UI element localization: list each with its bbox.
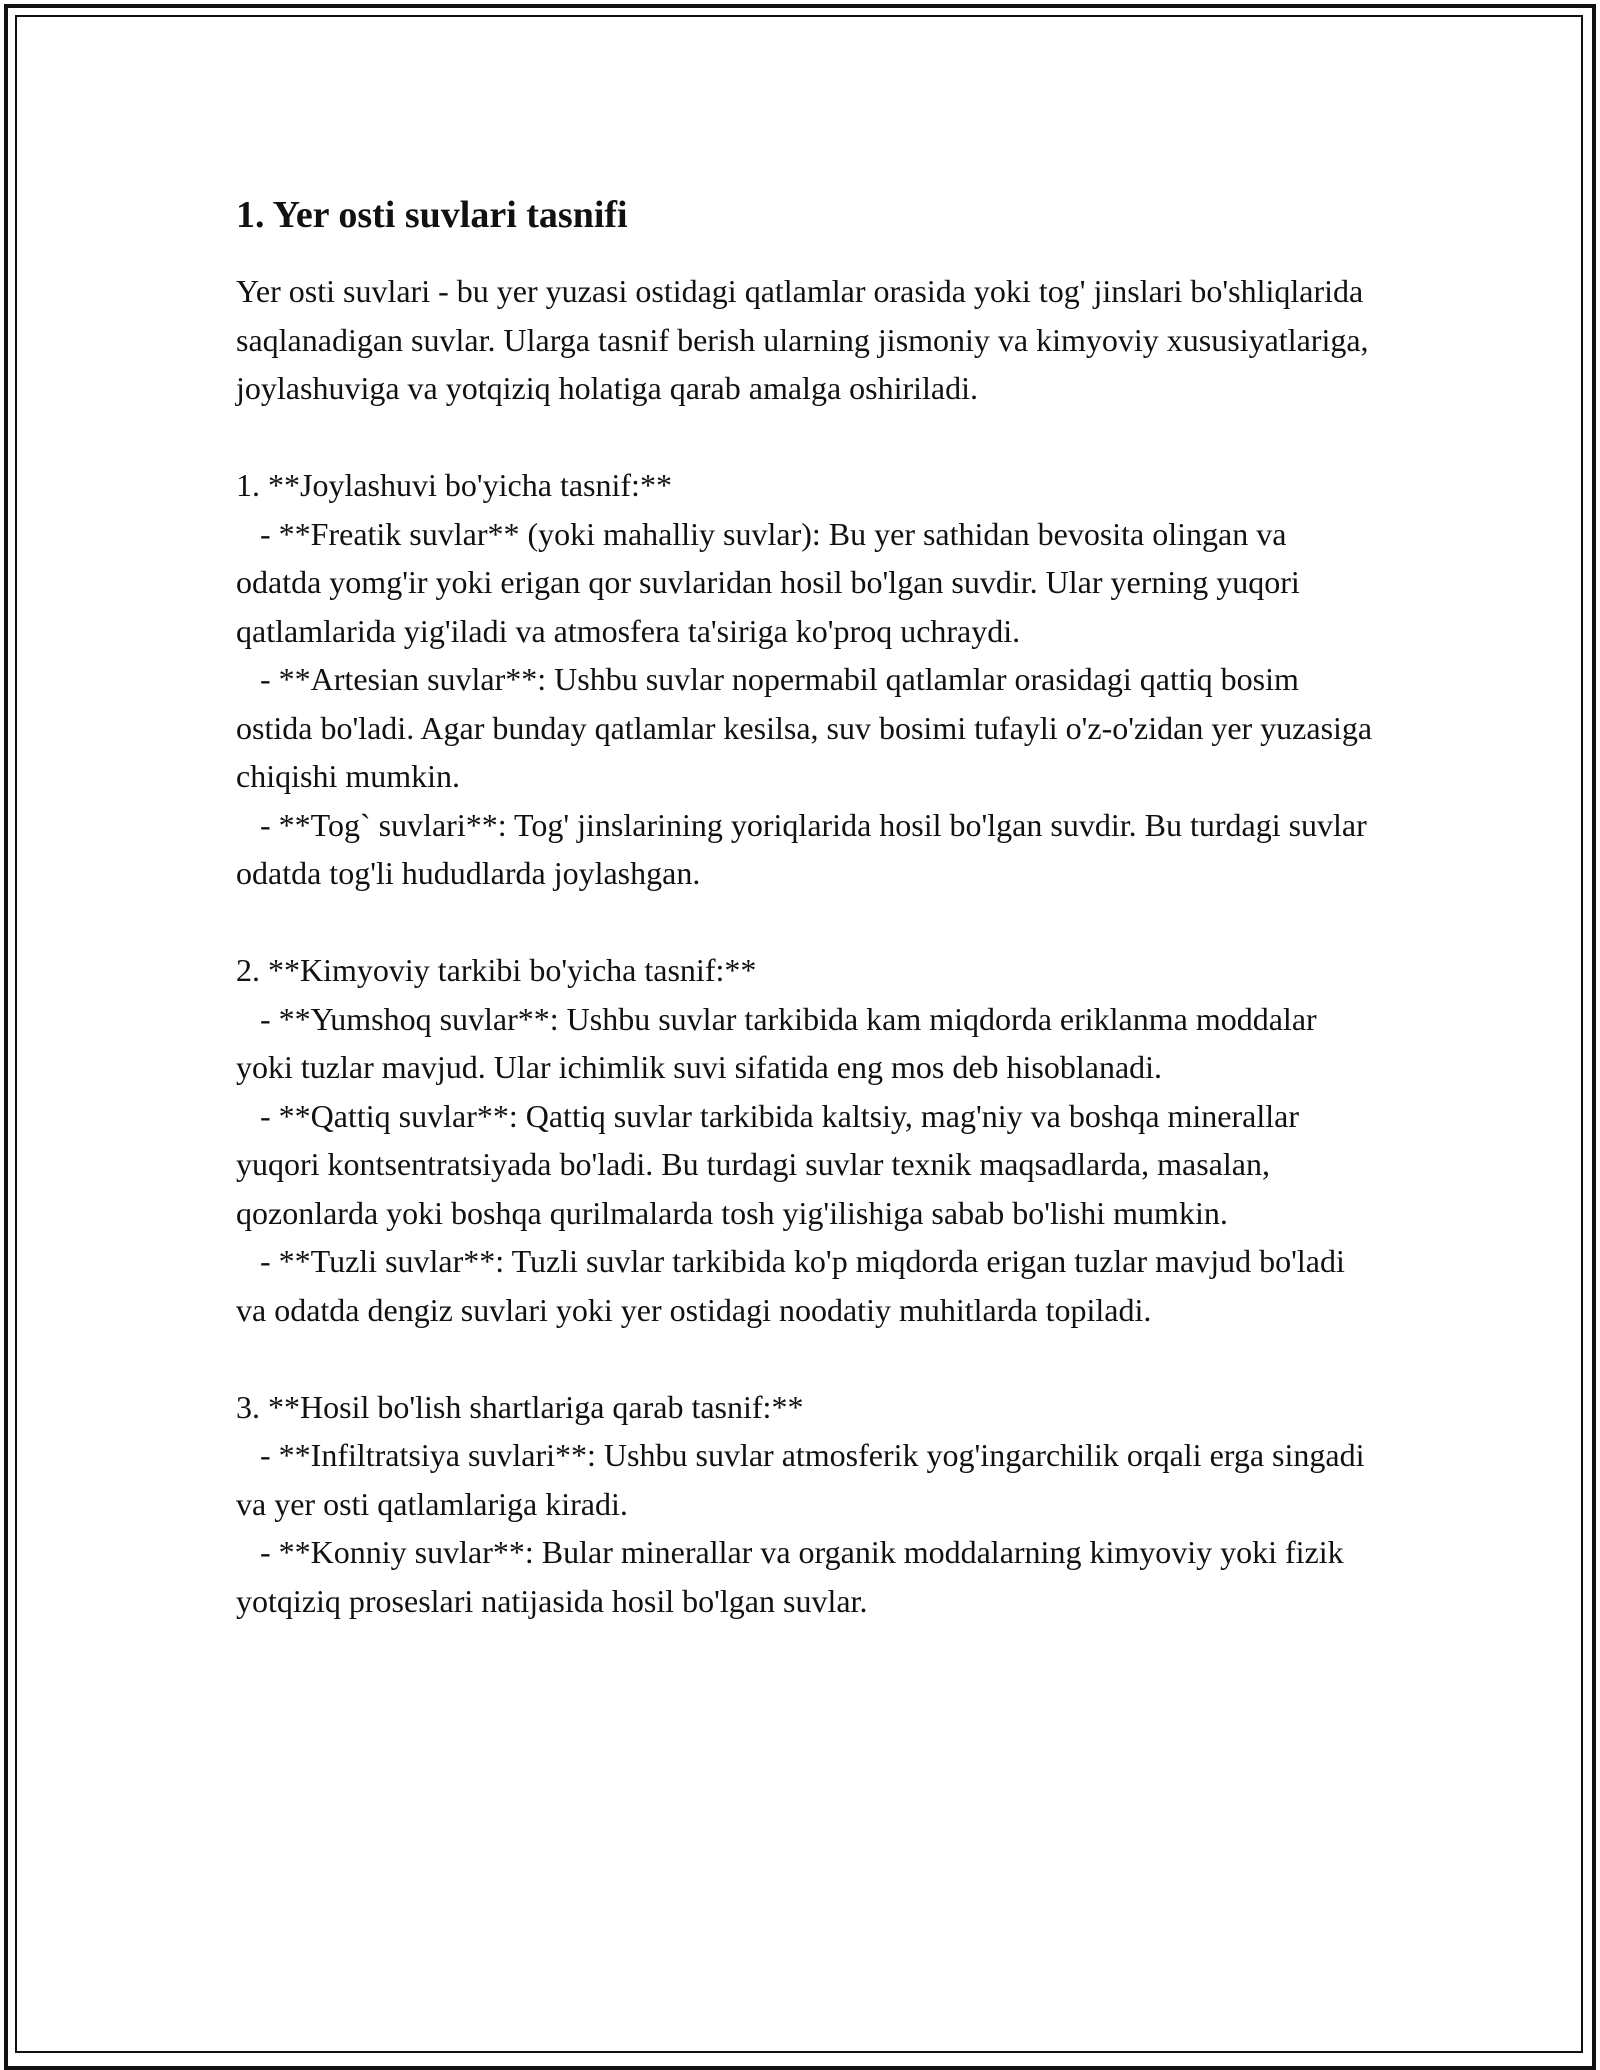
document-title: 1. Yer osti suvlari tasnifi bbox=[236, 194, 628, 236]
list-item: - **Qattiq suvlar**: Qattiq suvlar tarkibida kaltsiy, mag'niy va boshqa minerallar yuqori kontsentratsiyada bo'ladi. Bu turdagi suvlar texnik maqsadlarda, masalan, qozonlarda yoki boshqa qurilmalarda tosh yig'ilishiga sabab bo'lishi mumkin. bbox=[236, 1097, 1307, 1231]
section-formation bbox=[236, 1383, 1376, 1626]
list-item: - **Yumshoq suvlar**: Ushbu suvlar tarkibida kam miqdorda eriklanma moddalar yoki tuzlar mavjud. Ular ichimlik suvi sifatida eng mos deb hisoblanadi. bbox=[236, 1000, 1325, 1085]
document-body bbox=[236, 185, 1381, 1625]
section-heading: 3. **Hosil bo'lish shartlariga qarab tasnif:** bbox=[236, 1388, 804, 1425]
section-location bbox=[236, 461, 1381, 898]
section-heading: 2. **Kimyoviy tarkibi bo'yicha tasnif:** bbox=[236, 952, 757, 988]
section-chemical bbox=[236, 946, 1376, 1334]
section-heading: 1. **Joylashuvi bo'yicha tasnif:** bbox=[236, 467, 672, 503]
list-item: - **Freatik suvlar** (yoki mahalliy suvlar): Bu yer sathidan bevosita olingan va odatda yomg'ir yoki erigan qor suvlaridan hosil bo'lgan suvdir. Ular yerning yuqori qatlamlarida yig'iladi va atmosfera ta'siriga ko'proq uchraydi. bbox=[236, 515, 1308, 649]
list-item: - **Artesian suvlar**: Ushbu suvlar nopermabil qatlamlar orasidagi qattiq bosim ostida bo'ladi. Agar bunday qatlamlar kesilsa, suv bosimi tufayli o'z-o'zidan yer yuzasiga chiqishi mumkin. bbox=[236, 661, 1381, 794]
list-item: - **Konniy suvlar**: Bular minerallar va organik moddalarning kimyoviy yoki fizik yotqiziq proseslari natijasida hosil bo'lgan suvlar. bbox=[236, 1534, 1352, 1619]
intro-paragraph: Yer osti suvlari - bu yer yuzasi ostidagi qatlamlar orasida yoki tog' jinslari bo'shliqlarida saqlanadigan suvlar. Ularga tasnif berish ularning jismoniy va kimyoviy xususiyatlariga, joylashuviga va yotqiziq holatiga qarab amalga oshiriladi. bbox=[236, 273, 1369, 406]
list-item: - **Infiltratsiya suvlari**: Ushbu suvlar atmosferik yog'ingarchilik orqali erga singadi va yer osti qatlamlariga kiradi. bbox=[236, 1437, 1373, 1522]
list-item: - **Tog` suvlari**: Tog' jinslarining yoriqlarida hosil bo'lgan suvdir. Bu turdagi suvlar odatda tog'li hududlarda joylashgan. bbox=[236, 806, 1375, 891]
list-item: - **Tuzli suvlar**: Tuzli suvlar tarkibida ko'p miqdorda erigan tuzlar mavjud bo'ladi va odatda dengiz suvlari yoki yer ostidagi noodatiy muhitlarda topiladi. bbox=[236, 1243, 1353, 1328]
